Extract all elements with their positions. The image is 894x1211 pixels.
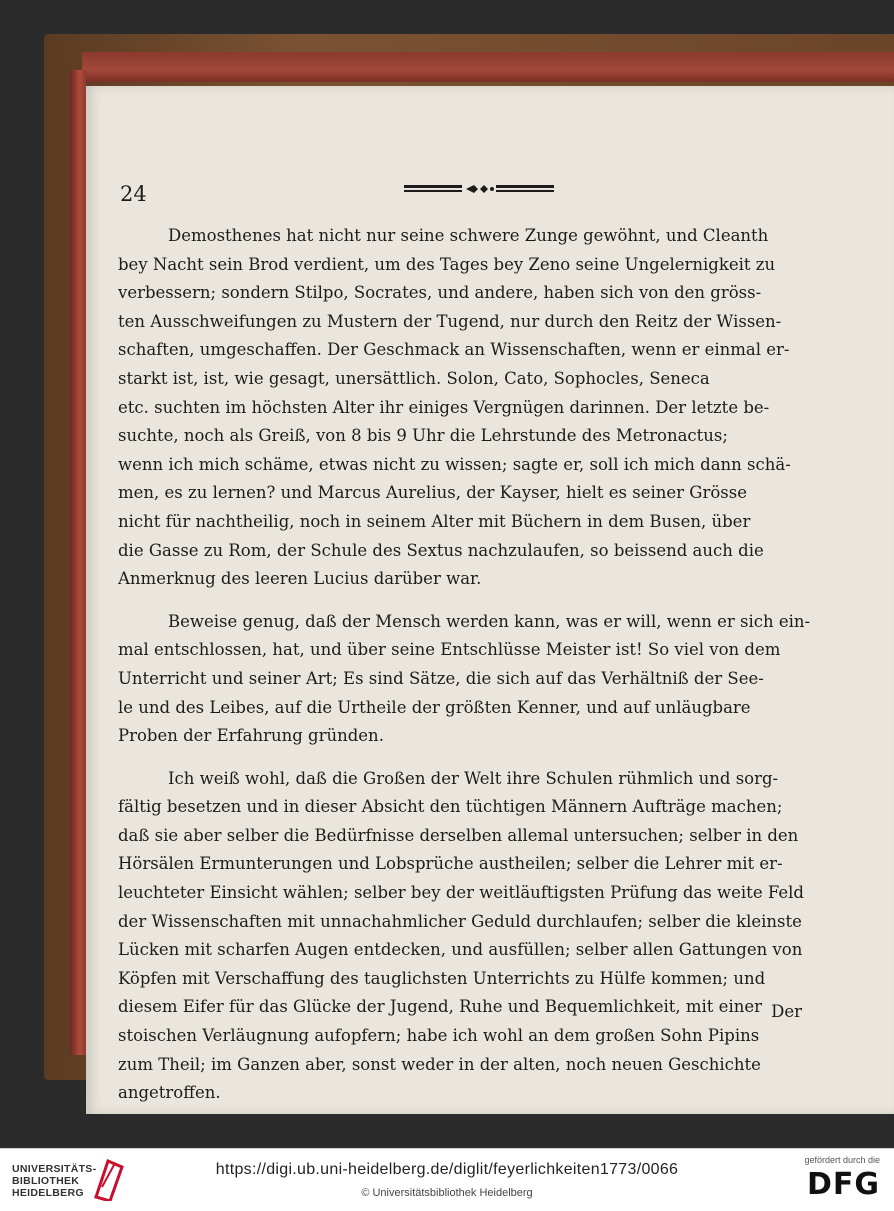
- page-number: 24: [120, 182, 147, 206]
- text-line: Hörsälen Ermunterungen und Lobsprüche austheilen; selber die Lehrer mit er-: [118, 854, 783, 874]
- text-line: diesem Eifer für das Glücke der Jugend, Ruhe und Bequemlichkeit, mit einer: [118, 997, 763, 1017]
- text-line: angetroffen.: [118, 1083, 221, 1103]
- page-edge-top: [82, 52, 894, 82]
- text-line: Beweise genug, daß der Mensch werden kann, was er will, wenn er sich ein-: [168, 611, 811, 631]
- text-line: die Gasse zu Rom, der Schule des Sextus nachzulaufen, so beissend auch die: [118, 540, 764, 560]
- text-line: Ich weiß wohl, daß die Großen der Welt ihre Schulen rühmlich und sorg-: [168, 768, 779, 788]
- library-name-line: UNIVERSITÄTS-: [12, 1163, 97, 1175]
- body-text: [118, 222, 828, 1122]
- catchword: Der: [771, 1002, 802, 1021]
- text-line: leuchteter Einsicht wählen; selber bey der weitläuftigsten Prüfung das weite Feld: [118, 883, 804, 903]
- viewer-footer: [0, 1148, 894, 1211]
- page-edge-left: [70, 70, 86, 1055]
- permalink-url[interactable]: https://digi.ub.uni-heidelberg.de/diglit/feyerlichkeiten1773/0066: [215, 1161, 679, 1178]
- text-line: men, es zu lernen? und Marcus Aurelius, der Kayser, hielt es seiner Grösse: [118, 483, 747, 503]
- text-line: Anmerknug des leeren Lucius darüber war.: [118, 569, 482, 589]
- library-name-line: HEIDELBERG: [12, 1187, 84, 1199]
- text-line: schaften, umgeschaffen. Der Geschmack an Wissenschaften, wenn er einmal er-: [118, 340, 790, 360]
- text-line: bey Nacht sein Brod verdient, um des Tages bey Zeno seine Ungelernigkeit zu: [118, 254, 776, 274]
- paragraph-3: [118, 765, 828, 1108]
- paragraph-2: [118, 608, 828, 751]
- copyright-notice: © Universitätsbibliothek Heidelberg: [361, 1187, 533, 1199]
- text-line: ten Ausschweifungen zu Mustern der Tugend, nur durch den Reitz der Wissen-: [118, 311, 782, 331]
- text-line: nicht für nachtheilig, noch in seinem Alter mit Büchern in dem Busen, über: [118, 511, 751, 531]
- text-line: Proben der Erfahrung gründen.: [118, 726, 384, 746]
- text-line: Köpfen mit Verschaffung des tauglichsten Unterrichts zu Hülfe kommen; und: [118, 968, 766, 988]
- text-line: wenn ich mich schäme, etwas nicht zu wissen; sagte er, soll ich mich dann schä-: [118, 454, 791, 474]
- text-line: fältig besetzen und in dieser Absicht den tüchtigen Männern Aufträge machen;: [118, 797, 783, 817]
- text-line: Demosthenes hat nicht nur seine schwere Zunge gewöhnt, und Cleanth: [168, 226, 769, 245]
- text-line: daß sie aber selber die Bedürfnisse derselben allemal untersuchen; selber in den: [118, 825, 799, 845]
- dfg-logo[interactable]: DFG: [806, 1167, 880, 1202]
- text-line: suchte, noch als Greiß, von 8 bis 9 Uhr die Lehrstunde des Metronactus;: [118, 426, 728, 446]
- header-ornament: [404, 182, 554, 196]
- paragraph-1: [118, 222, 828, 594]
- text-line: stoischen Verläugnung aufopfern; habe ich wohl an dem großen Sohn Pipins: [118, 1026, 760, 1046]
- text-line: Unterricht und seiner Art; Es sind Sätze, die sich auf das Verhältniß der See-: [118, 668, 764, 688]
- text-line: mal entschlossen, hat, und über seine Entschlüsse Meister ist! So viel von dem: [118, 640, 781, 660]
- text-line: starkt ist, ist, wie gesagt, unersättlich. Solon, Cato, Sophocles, Seneca: [118, 368, 710, 388]
- text-line: etc. suchten im höchsten Alter ihr einiges Vergnügen darinnen. Der letzte be-: [118, 397, 770, 417]
- text-line: zum Theil; im Ganzen aber, sonst weder in der alten, noch neuen Geschichte: [118, 1054, 761, 1074]
- text-line: Lücken mit scharfen Augen entdecken, und ausfüllen; selber allen Gattungen von: [118, 940, 803, 960]
- text-line: verbessern; sondern Stilpo, Socrates, und andere, haben sich von den gröss-: [118, 283, 762, 303]
- text-line: der Wissenschaften mit unnachahmlicher Geduld durchlaufen; selber die kleinste: [118, 911, 802, 931]
- text-line: le und des Leibes, auf die Urtheile der größten Kenner, und auf unläugbare: [118, 697, 751, 717]
- library-name-line: BIBLIOTHEK: [12, 1175, 80, 1187]
- funder-note: gefördert durch die: [804, 1155, 880, 1165]
